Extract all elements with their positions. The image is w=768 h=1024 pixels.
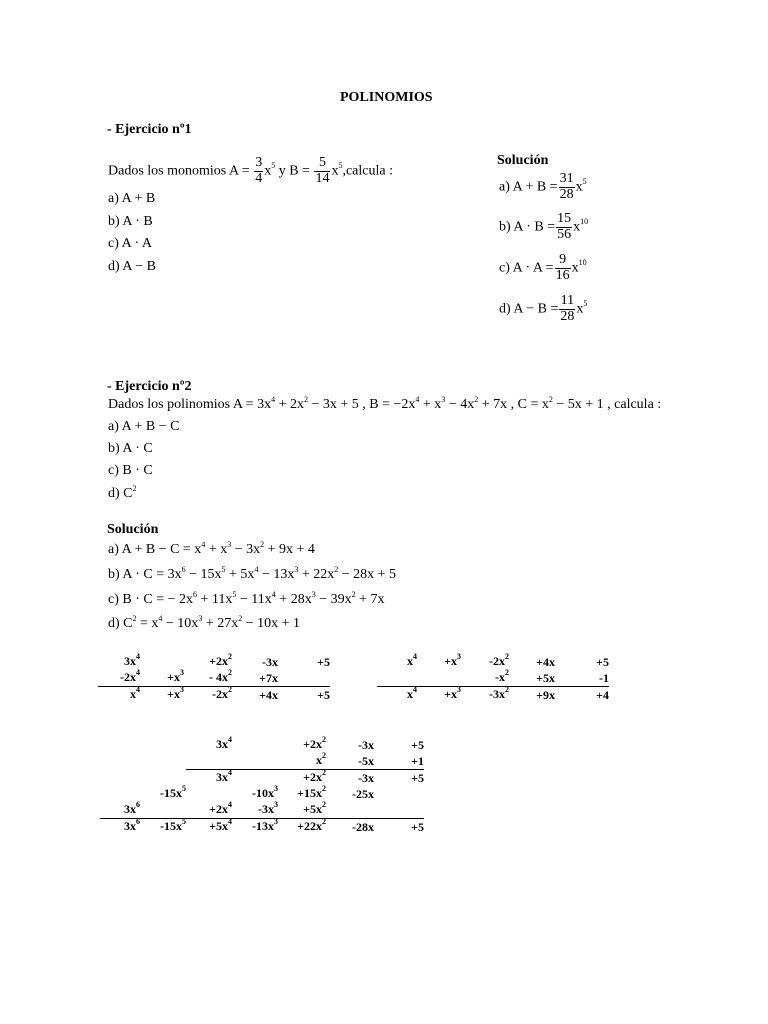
t2-r2-c4: +4 <box>555 687 609 704</box>
fraction-b: $\frac{5}{14}$ <box>315 155 330 186</box>
ex1-item-a: a) A + B <box>108 191 156 206</box>
t3-r2-c2: $3x^4$ <box>186 770 232 787</box>
table-row <box>377 670 609 687</box>
t3-r2-c4: $+2x^2$ <box>278 770 326 787</box>
t2-r0-c4: +5 <box>596 655 609 669</box>
table-row <box>100 786 424 802</box>
t1-r2-c1: $+x^3$ <box>140 687 184 704</box>
ex2-item-a: a) A + B − C <box>108 419 180 434</box>
table-row <box>100 770 424 787</box>
t1-r1-c0: $-2x^4$ <box>120 668 140 684</box>
table-row <box>377 654 609 670</box>
t3-r5-c5: -28x <box>326 819 374 836</box>
table-row <box>100 753 424 770</box>
t3-r0-c1 <box>140 737 186 753</box>
t3-r2-c1 <box>140 770 186 787</box>
table-row <box>98 654 330 670</box>
ex1-solution-a: a) A + B = $\frac{31}{28}$ $x^5$ <box>499 171 587 202</box>
t3-r4-c1 <box>140 802 186 819</box>
t2-r1-c3: +5x <box>536 671 555 685</box>
t1-r2-c0: $x^4$ <box>98 687 140 704</box>
t2-r2-c3: +9x <box>509 687 555 704</box>
t3-r3-c2 <box>186 786 232 802</box>
t2-r0-c2: $-2x^2$ <box>489 652 509 668</box>
t1-r2-c2: $-2x^2$ <box>184 687 232 704</box>
t1-r0-c3: -3x <box>262 655 278 669</box>
t1-r0-c1 <box>140 654 184 670</box>
table-row <box>100 737 424 753</box>
fraction-a: $\frac{3}{4}$ <box>255 155 263 186</box>
t3-r4-c5 <box>326 802 374 819</box>
ex2-solution-c: c) B · C = − $2x^6 + 11x^5 - 11x^4 + 28x^3 - 39x^2 + 7x$ <box>108 590 385 607</box>
ex1-item-d: d) A − B <box>108 259 156 274</box>
t3-r4-c0: $3x^6$ <box>124 800 140 816</box>
t3-r0-c0 <box>100 737 140 753</box>
exercise-1-statement: Dados los monomios A = $\frac{3}{4}$ $x^5$ y B = $\frac{5}{14}$ $x^5,calcula$ : <box>108 155 393 186</box>
table-row <box>98 670 330 687</box>
t2-r1-c0 <box>377 670 417 687</box>
sum-table-a-plus-b <box>98 654 330 703</box>
t3-r0-c4: $+2x^2$ <box>303 735 326 751</box>
t3-r5-c1: $-15x^5$ <box>140 819 186 836</box>
exercise-1-heading: - Ejercicio nº1 <box>107 122 192 137</box>
t3-r0-c2: $3x^4$ <box>216 735 232 751</box>
t3-r2-c0 <box>100 770 140 787</box>
exercise-2-statement: Dados los polinomios $A = 3x^4 + 2x^2 - 3x + 5$ , $B = -2x^4 + x^3 - 4x^2 + 7x$ , $C = x^2 - 5x + 1$ , calcula : <box>108 395 662 412</box>
ex2-item-d: d) $C^2$ <box>108 484 137 501</box>
t2-r2-c1: $+x^3$ <box>417 687 461 704</box>
ex2-solution-a: a) $A + B - C = x^4 + x^3 - 3x^2 + 9x + 4$ <box>108 540 315 557</box>
t3-r2-c5: -3x <box>326 770 374 787</box>
t1-r0-c2: $+2x^2$ <box>209 652 232 668</box>
t3-r4-c3: $-3x^3$ <box>258 800 278 816</box>
exercise-2-heading: - Ejercicio nº2 <box>107 379 192 394</box>
t3-r1-c6: +1 <box>411 754 424 768</box>
t3-r0-c5: -3x <box>358 738 374 752</box>
ex2-item-c: c) B · C <box>108 463 153 478</box>
t3-r5-c3: $-13x^3$ <box>232 819 278 836</box>
table-row <box>98 687 330 704</box>
t3-r1-c4: $x^2$ <box>316 751 326 767</box>
t3-r3-c4: $+15x^2$ <box>297 784 326 800</box>
t3-r0-c3 <box>232 737 278 753</box>
t1-r2-c4: +5 <box>278 687 330 704</box>
t3-r3-c0 <box>100 786 140 802</box>
t1-r0-c0: $3x^4$ <box>124 652 140 668</box>
t2-r2-c2: $-3x^2$ <box>461 687 509 704</box>
t2-r0-c0: $x^4$ <box>407 652 417 668</box>
table-row <box>100 802 424 819</box>
ex2-solution-d: d) $C^2 = x^4 - 10x^3 + 27x^2 - 10x + 1$ <box>108 614 301 631</box>
t3-r1-c3 <box>232 753 278 770</box>
ex1-solution-c: c) A · A = $\frac{9}{16}$ $x^{10}$ <box>499 252 587 283</box>
t3-r1-c1 <box>140 753 186 770</box>
ex2-item-b: b) A · C <box>108 441 153 456</box>
product-table-a-times-c <box>100 737 424 835</box>
t2-r2-c0: $x^4$ <box>377 687 417 704</box>
t2-r1-c2: $-x^2$ <box>495 668 509 684</box>
t3-r3-c5: -25x <box>352 787 374 801</box>
t1-r1-c2: - $4x^2$ <box>209 668 232 684</box>
table-row <box>100 819 424 836</box>
ex1-item-c: c) A · A <box>108 236 152 251</box>
ex1-solution-b: b) A · B = $\frac{15}{56}$ $x^{10}$ <box>499 211 589 242</box>
page-title: POLINOMIOS <box>340 90 433 105</box>
ex2-solution-b: b) $A \cdot C = 3x^6 - 15x^5 + 5x^4 - 13x^3 + 22x^2 - 28x + 5$ <box>108 565 397 582</box>
t3-r5-c0: $3x^6$ <box>100 819 140 836</box>
t3-r4-c6 <box>374 802 424 819</box>
t3-r0-c6: +5 <box>411 738 424 752</box>
t1-r2-c3: +4x <box>232 687 278 704</box>
t1-r1-c1: $+x^3$ <box>167 668 184 684</box>
t3-r2-c3 <box>232 770 278 787</box>
t3-r3-c6 <box>374 786 424 802</box>
t3-r5-c4: $+22x^2$ <box>278 819 326 836</box>
ex1-solution-label: Solución <box>497 153 549 168</box>
t2-r1-c1 <box>417 670 461 687</box>
t3-r1-c5: -5x <box>358 754 374 768</box>
t1-r0-c4: +5 <box>317 655 330 669</box>
t3-r4-c2: $+2x^4$ <box>209 800 232 816</box>
t3-r2-c6: +5 <box>374 770 424 787</box>
ex2-solution-label: Solución <box>107 522 159 537</box>
t3-r1-c2 <box>186 753 232 770</box>
t2-r0-c1: $+x^3$ <box>444 652 461 668</box>
t2-r0-c3: +4x <box>536 655 555 669</box>
table-row <box>377 687 609 704</box>
t1-r1-c4 <box>278 670 330 687</box>
t3-r5-c2: $+5x^4$ <box>186 819 232 836</box>
t3-r1-c0 <box>100 753 140 770</box>
ex1-solution-d: d) A − B = $\frac{11}{28}$ $x^5$ <box>499 293 588 324</box>
t3-r3-c3: $-10x^3$ <box>252 784 278 800</box>
t2-r1-c4: -1 <box>599 671 609 685</box>
t3-r3-c1: $-15x^5$ <box>160 784 186 800</box>
sum-table-minus-c <box>377 654 609 703</box>
ex1-item-b: b) A · B <box>108 214 153 229</box>
t3-r4-c4: $+5x^2$ <box>303 800 326 816</box>
t1-r1-c3: +7x <box>259 671 278 685</box>
t3-r5-c6: +5 <box>374 819 424 836</box>
